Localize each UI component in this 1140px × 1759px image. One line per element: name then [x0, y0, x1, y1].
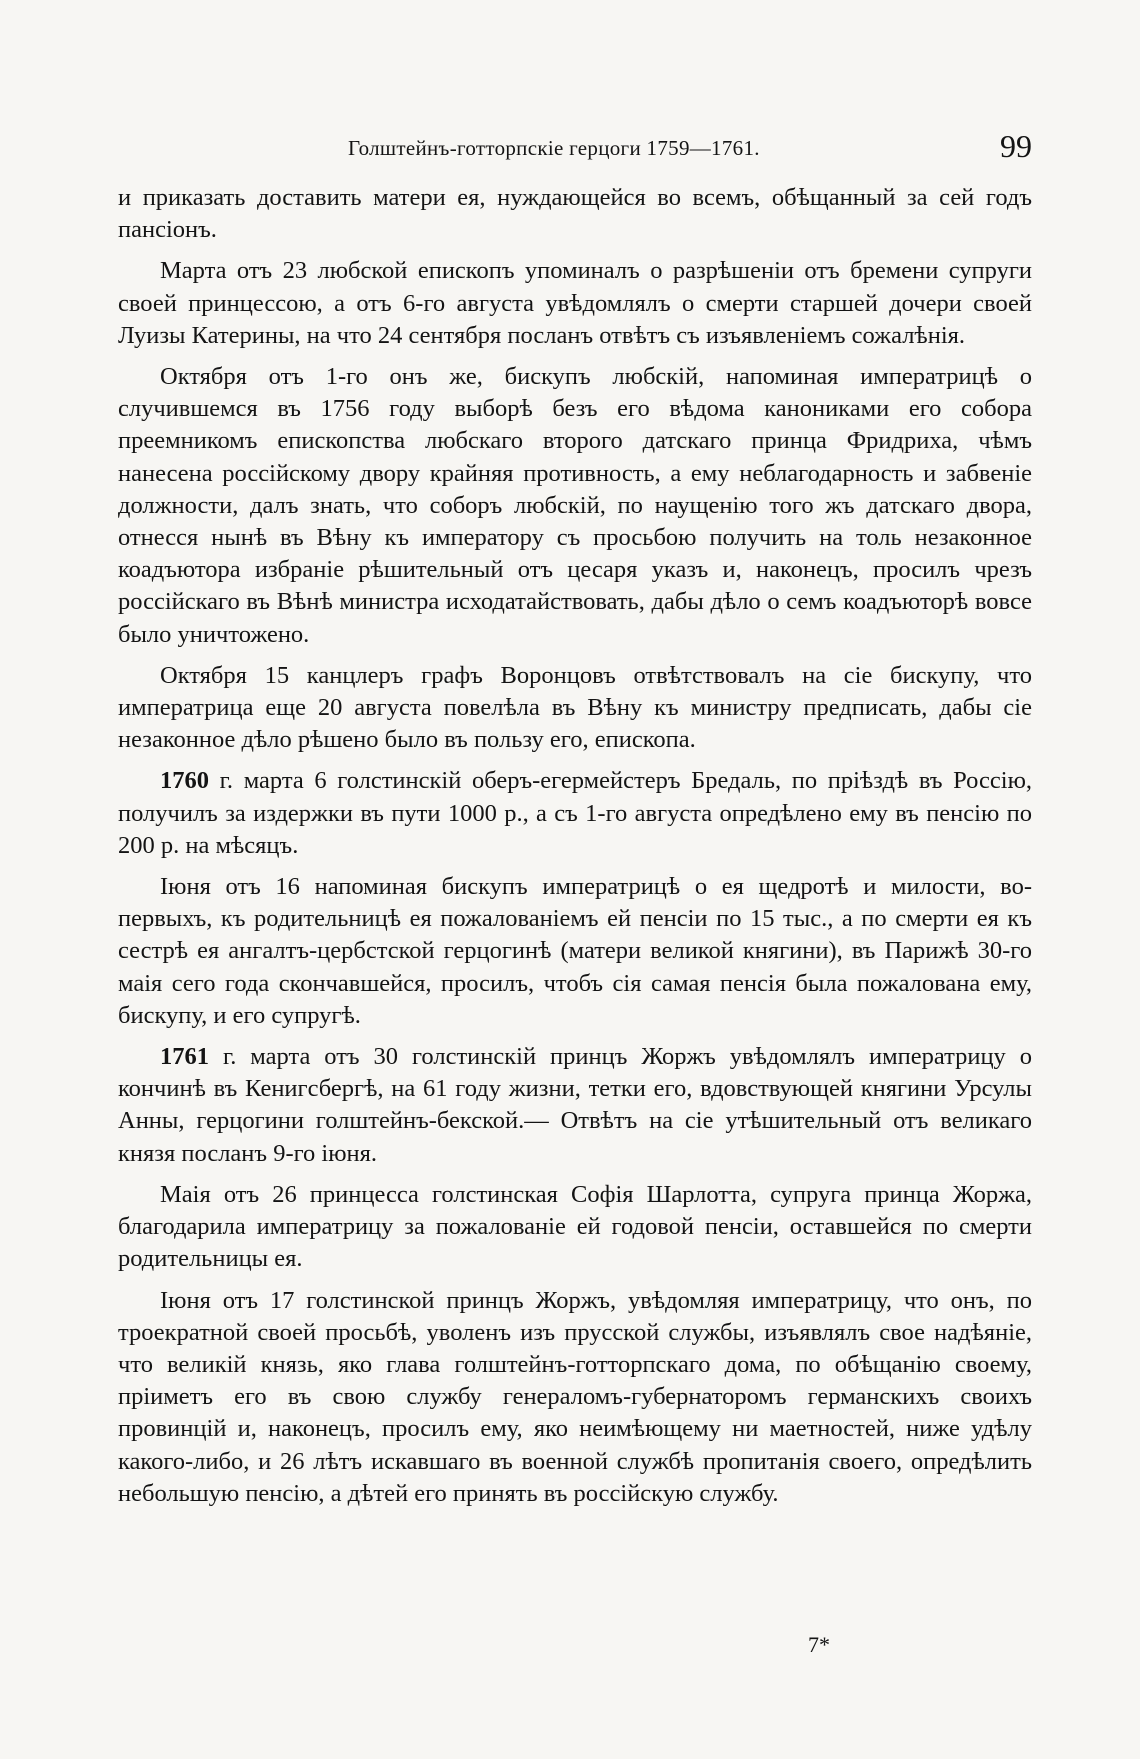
paragraph-5-text: г. марта 6 голстинскій оберъ-егермейстеръ Бредаль, по пріѣздѣ въ Россію, получилъ за издержки въ пути 1000 р., а съ 1-го августа опредѣлено ему въ пенсію по 200 р. на мѣсяцъ. [118, 767, 1032, 859]
paragraph-8: Маія отъ 26 принцесса голстинская Софія Шарлотта, супруга принца Жоржа, благодарила императрицу за пожалованіе ей годовой пенсіи, оставшейся по смерти родительницы ея. [118, 1180, 1032, 1273]
running-title: Голштейнъ-готторпскіе герцоги 1759—1761. [348, 136, 760, 160]
year-1761: 1761 [160, 1043, 209, 1071]
page-number: 99 [1000, 128, 1032, 164]
body-text [118, 182, 1032, 1510]
page [118, 128, 1032, 1519]
paragraph-7 [118, 1041, 1032, 1170]
paragraph-3: Октября отъ 1-го онъ же, бискупъ любскій, напоминая императрицѣ о случившемся въ 1756 году выборѣ безъ его вѣдома канониками его собора преемникомъ епископства любскаго второго датскаго принца Фридриха, чѣмъ нанесена россійскому двору крайняя противность, а ему неблагодарность и забвеніе должности, далъ знать, что соборъ любскій, по наущенію того жъ датскаго двора, отнесся нынѣ въ Вѣну къ императору съ просьбою получить на толь незаконное коадъютора избраніе рѣшительный отъ цесаря указъ и, наконецъ, просилъ чрезъ россійскаго въ Вѣнѣ министра исходатайствовать, дабы дѣло о семъ коадъюторѣ вовсе было уничтожено. [118, 363, 1032, 648]
paragraph-1: и приказать доставить матери ея, нуждающейся во всемъ, обѣщанный за сей годъ пансіонъ. [118, 184, 1032, 244]
year-1760: 1760 [160, 767, 209, 795]
paragraph-7-text: г. марта отъ 30 голстинскій принцъ Жоржъ увѣдомлялъ императрицу о кончинѣ въ Кенигсбергѣ, на 61 году жизни, тетки его, вдовствующей княгини Урсулы Анны, герцогини голштейнъ-бекской.— Отвѣтъ на сіе утѣшительный отъ великаго князя посланъ 9-го іюня. [118, 1043, 1032, 1167]
paragraph-5 [118, 765, 1032, 862]
signature-mark: 7* [808, 1632, 830, 1657]
paragraph-2: Марта отъ 23 любской епископъ упоминалъ о разрѣшеніи отъ бремени супруги своей принцессою, а отъ 6-го августа увѣдомлялъ о смерти старшей дочери своей Луизы Катерины, на что 24 сентября посланъ отвѣтъ съ изъявленіемъ сожалѣнія. [118, 257, 1032, 349]
paragraph-6: Іюня отъ 16 напоминая бискупъ императрицѣ о ея щедротѣ и милости, во-первыхъ, къ родительницѣ ея пожалованіемъ ей пенсіи по 15 тыс., а по смерти ея къ сестрѣ ея ангалтъ-цербстской герцогинѣ (матери великой княгини), въ Парижѣ 30-го маія сего года скончавшейся, просилъ, чтобъ сія самая пенсія была пожалована ему, бискупу, и его супругѣ. [118, 873, 1032, 1029]
running-head [118, 128, 1032, 168]
paragraph-4: Октября 15 канцлеръ графъ Воронцовъ отвѣтствовалъ на сіе бискупу, что императрица еще 20 августа повелѣла въ Вѣну къ министру предписать, дабы сіе незаконное дѣло рѣшено было въ пользу его, епископа. [118, 661, 1032, 754]
paragraph-9: Іюня отъ 17 голстинской принцъ Жоржъ, увѣдомляя императрицу, что онъ, по троекратной своей просьбѣ, уволенъ изъ прусской службы, изъявлялъ свое надѣяніе, что великій князь, яко глава голштейнъ-готторпскаго дома, по обѣщанію своему, пріиметъ его въ свою службу генераломъ-губернаторомъ германскихъ своихъ провинцій и, наконецъ, просилъ ему, яко неимѣющему ни маетностей, ниже удѣлу какого-либо, и 26 лѣтъ искавшаго въ военной службѣ пропитанія своего, опредѣлить небольшую пенсію, а дѣтей его принять въ россійскую службу. [118, 1286, 1032, 1507]
